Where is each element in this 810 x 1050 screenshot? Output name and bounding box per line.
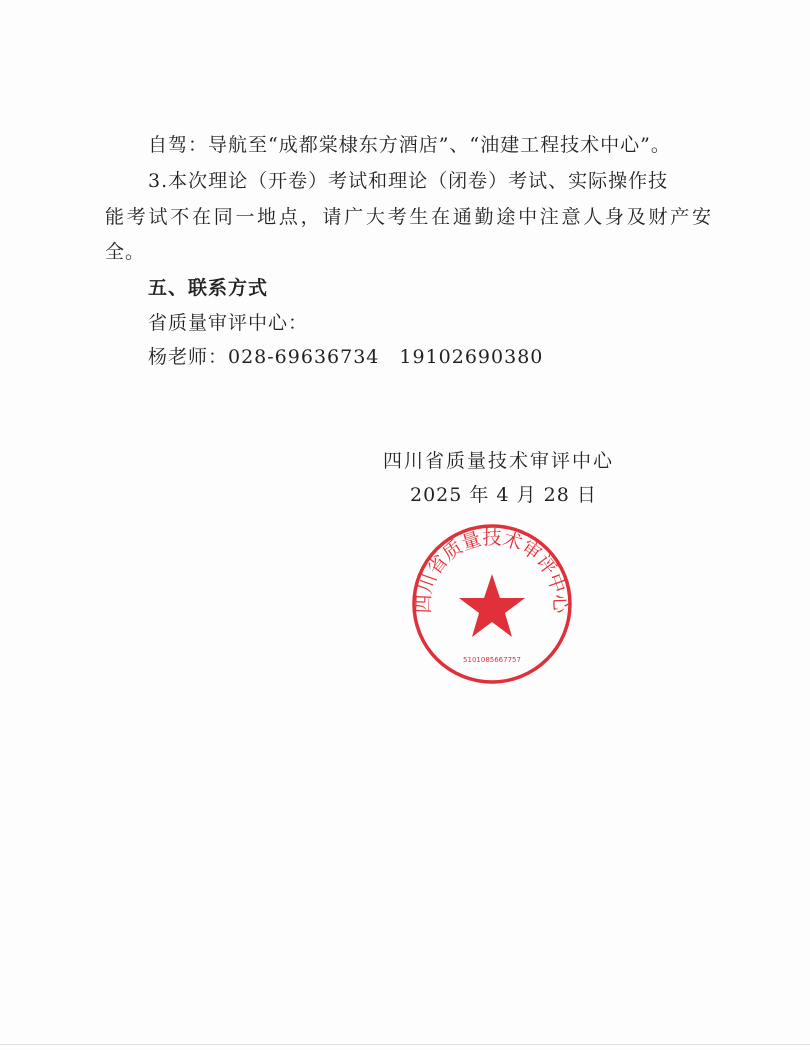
svg-text:5101085667757: 5101085667757	[463, 656, 521, 664]
signature-date: 2025 年 4 月 28 日	[410, 484, 597, 506]
paragraph-3-line-3: 全。	[105, 241, 146, 263]
svg-text:四川省质量技术审评中心: 四川省质量技术审评中心	[412, 527, 572, 614]
official-seal-icon	[410, 522, 574, 686]
signature-org: 四川省质量技术审评中心	[383, 450, 615, 472]
page-edge-divider	[0, 1044, 810, 1045]
section-heading-contact: 五、联系方式	[148, 277, 269, 299]
contact-org: 省质量审评中心：	[148, 312, 309, 334]
driving-directions: 自驾：导航至“成都棠棣东方酒店”、“油建工程技术中心”。	[148, 134, 671, 156]
paragraph-3-line-1: 3.本次理论（开卷）考试和理论（闭卷）考试、实际操作技	[148, 170, 669, 192]
contact-person: 杨老师：028-69636734 19102690380	[148, 346, 544, 368]
paragraph-3-line-2: 能考试不在同一地点，请广大考生在通勤途中注意人身及财产安	[105, 206, 712, 228]
